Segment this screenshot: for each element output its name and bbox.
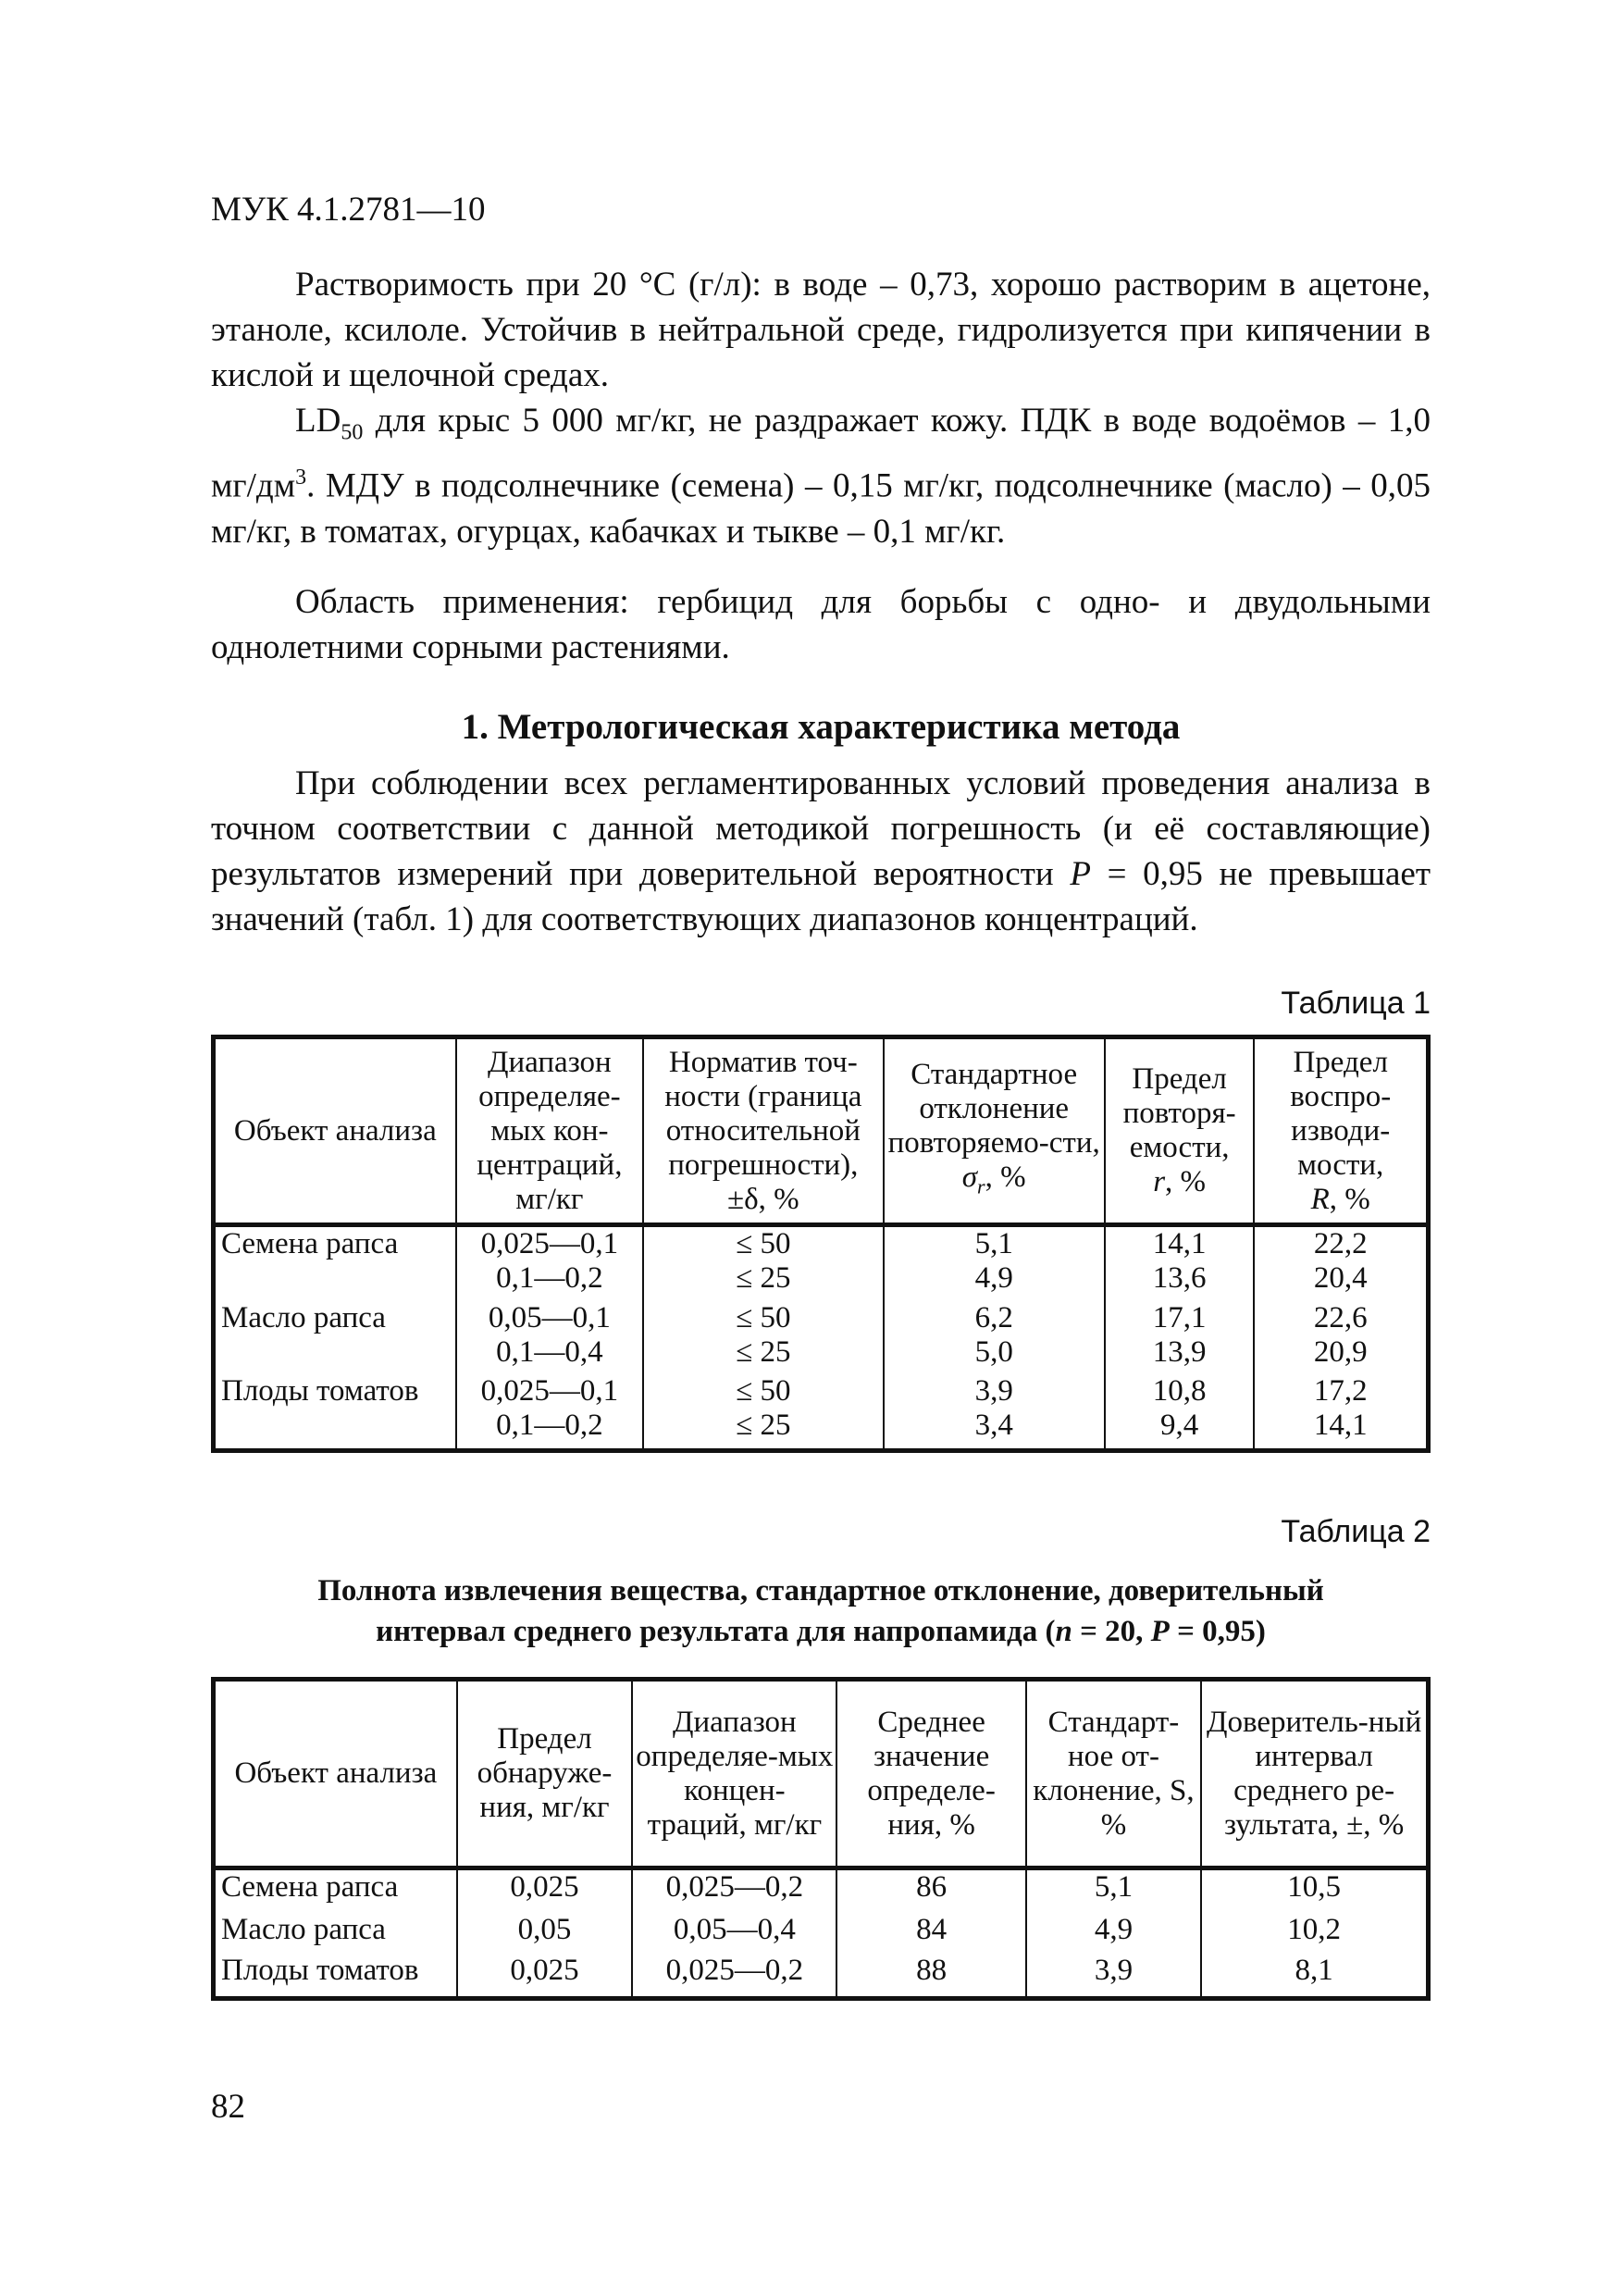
table1-header-std — [884, 1037, 1105, 1225]
table2-cell-std: 5,1 — [1026, 1868, 1201, 1913]
table2-header-std: Стандарт-ное от-клонение, S, % — [1026, 1680, 1201, 1868]
table2-cell-range: 0,05—0,4 — [632, 1913, 836, 1955]
table1-header-repeat — [1105, 1037, 1255, 1225]
table1-header-reprod — [1254, 1037, 1428, 1225]
table2-cell-mean: 84 — [836, 1913, 1025, 1955]
table1-value: 5,1 — [974, 1227, 1013, 1260]
table1-value: 0,025—0,1 — [480, 1227, 619, 1260]
table2-cell-range: 0,025—0,2 — [632, 1868, 836, 1913]
table1-cell-range — [456, 1374, 643, 1450]
table2-cell-mean: 86 — [836, 1868, 1025, 1913]
table1-header-std-symbol: σ — [961, 1160, 978, 1195]
table2-cell-interval: 8,1 — [1201, 1954, 1428, 1998]
table1-value: ≤ 50 — [736, 1374, 791, 1409]
table1-value: 3,9 — [974, 1374, 1013, 1409]
table1-cell-reprod — [1254, 1225, 1428, 1301]
table2-cell-detection: 0,05 — [457, 1913, 633, 1955]
metrology-paragraph — [211, 761, 1431, 942]
table2-cell-std: 3,9 — [1026, 1954, 1201, 1998]
table1-cell-accuracy — [643, 1374, 883, 1450]
table1-header-repeat-text: Предел повторя-емости, — [1122, 1062, 1236, 1164]
table2-caption: Таблица 2 — [1281, 1514, 1431, 1549]
table1-value: ≤ 50 — [736, 1227, 791, 1260]
table2-title-text: интервал среднего результата для напропамида ( — [376, 1615, 1056, 1648]
table1-cell-accuracy — [643, 1301, 883, 1375]
table1-value: 22,6 — [1313, 1300, 1368, 1334]
table1-value: 13,6 — [1152, 1261, 1207, 1295]
table2-header-row — [214, 1680, 1429, 1868]
table2-cell-object: Масло рапса — [214, 1913, 457, 1955]
table2 — [211, 1677, 1431, 2001]
table1-value: 0,1—0,2 — [496, 1409, 603, 1443]
table1 — [211, 1035, 1431, 1453]
table2-title-line1: Полнота извлечения вещества, стандартное отклонение, доверительный — [317, 1574, 1324, 1607]
table2-cell-mean: 88 — [836, 1954, 1025, 1998]
table1-cell-object: Масло рапса — [214, 1301, 456, 1375]
table2-cell-interval: 10,5 — [1201, 1868, 1428, 1913]
table1-caption: Таблица 1 — [1281, 986, 1431, 1021]
table1-value: 0,025—0,1 — [480, 1374, 619, 1409]
table2-cell-detection: 0,025 — [457, 1954, 633, 1998]
metrology-text — [211, 761, 1431, 942]
table1-cell-repeat — [1105, 1301, 1255, 1375]
table1-cell-reprod — [1254, 1301, 1428, 1375]
table1-cell-repeat — [1105, 1225, 1255, 1301]
table2-title — [211, 1570, 1431, 1652]
table2-header-interval: Доверитель-ный интервал среднего ре-зультата, ±, % — [1201, 1680, 1428, 1868]
table1-cell-std — [884, 1301, 1105, 1375]
table2-title-p-symbol: P — [1150, 1615, 1170, 1648]
table1-cell-object: Плоды томатов — [214, 1374, 456, 1450]
table2-cell-std: 4,9 — [1026, 1913, 1201, 1955]
table1-value: ≤ 25 — [736, 1409, 791, 1443]
toxicity-ld: LD — [295, 402, 341, 440]
metrology-text-post: = 0,95 не превышает значений (табл. 1) для соответствующих диапазонов концентраций. — [211, 855, 1431, 938]
table1-cell-std — [884, 1374, 1105, 1450]
table1-value: ≤ 50 — [736, 1300, 791, 1334]
table2-cell-detection: 0,025 — [457, 1868, 633, 1913]
table1-value: 10,8 — [1152, 1374, 1207, 1409]
table1-value: 14,1 — [1313, 1409, 1368, 1443]
table2-header-mean: Среднее значение определе-ния, % — [836, 1680, 1025, 1868]
table1-cell-accuracy — [643, 1225, 883, 1301]
table1-value: 3,4 — [974, 1409, 1013, 1443]
table2-cell-range: 0,025—0,2 — [632, 1954, 836, 1998]
table1-cell-repeat — [1105, 1374, 1255, 1450]
table1-row-group — [214, 1301, 1429, 1375]
table1-value: ≤ 25 — [736, 1334, 791, 1369]
solubility-paragraph — [211, 262, 1431, 398]
table1-value: 5,0 — [974, 1334, 1013, 1369]
table1-value: 14,1 — [1152, 1227, 1207, 1260]
table1-value: 20,4 — [1313, 1261, 1368, 1295]
table1-row-group — [214, 1374, 1429, 1450]
table2-header-detection: Предел обнаруже-ния, мг/кг — [457, 1680, 633, 1868]
table1-header-range: Диапазон определяе-мых кон-центраций, мг/кг — [456, 1037, 643, 1225]
toxicity-ld-subscript: 50 — [341, 420, 364, 445]
table1-header-repeat-symbol: r — [1153, 1165, 1166, 1198]
toxicity-text — [211, 398, 1431, 554]
table1-value: 17,2 — [1313, 1374, 1368, 1409]
document-code: МУК 4.1.2781—10 — [211, 191, 486, 229]
table1-value: 0,05—0,1 — [488, 1300, 611, 1334]
table1-value: 0,1—0,4 — [496, 1334, 603, 1369]
toxicity-paragraph — [211, 398, 1431, 554]
table1-value: 9,4 — [1160, 1409, 1199, 1443]
table1-header-reprod-symbol: R — [1310, 1182, 1330, 1216]
metrology-p-symbol: P — [1070, 855, 1091, 893]
table2-cell-object: Плоды томатов — [214, 1954, 457, 1998]
table2-title-n-symbol: n — [1055, 1615, 1072, 1648]
table2-cell-object: Семена рапса — [214, 1868, 457, 1913]
application-paragraph — [211, 579, 1431, 670]
table2-title-line2 — [376, 1615, 1266, 1648]
toxicity-superscript: 3 — [295, 465, 307, 490]
table1-cell-object: Семена рапса — [214, 1225, 456, 1301]
table2-header-range: Диапазон определяе-мых концен-траций, мг/кг — [632, 1680, 836, 1868]
table1-cell-reprod — [1254, 1374, 1428, 1450]
table1-header-reprod-text: Предел воспро-изводи-мости, — [1290, 1045, 1392, 1182]
table2-title-text: = 20, — [1072, 1615, 1151, 1648]
application-text: Область применения: гербицид для борьбы с одно- и двудольными однолетними сорными растениями. — [211, 583, 1431, 666]
table1-header-reprod-unit: , % — [1329, 1182, 1370, 1216]
page-number: 82 — [211, 2088, 245, 2126]
table1-cell-std — [884, 1225, 1105, 1301]
table1-header-object: Объект анализа — [214, 1037, 456, 1225]
table1-value: 17,1 — [1152, 1300, 1207, 1334]
solubility-text: Растворимость при 20 °С (г/л): в воде – 0,73, хорошо растворим в ацетоне, этаноле, ксилоле. Устойчив в нейтральной среде, гидролизуется при кипячении в кислой и щелочной средах. — [211, 266, 1431, 394]
table2-row — [214, 1954, 1429, 1998]
table1-value: 13,9 — [1152, 1334, 1207, 1369]
table1-header-accuracy: Норматив точ-ности (граница относительной погрешности), ±δ, % — [643, 1037, 883, 1225]
table1-row-group — [214, 1225, 1429, 1301]
table1-cell-range — [456, 1301, 643, 1375]
toxicity-mid: для крыс 5 000 мг/кг, не раздражает кожу. ПДК в воде водоёмов – 1,0 мг/дм — [211, 402, 1431, 505]
table1-header-repeat-unit: , % — [1165, 1165, 1207, 1198]
table1-header-std-unit: , % — [985, 1160, 1026, 1195]
section-title: 1. Метрологическая характеристика метода — [461, 707, 1181, 747]
table1-cell-range — [456, 1225, 643, 1301]
toxicity-post: . МДУ в подсолнечнике (семена) – 0,15 мг/кг, подсолнечнике (масло) – 0,05 мг/кг, в томатах, огурцах, кабачках и тыкве – 0,1 мг/кг. — [211, 466, 1431, 551]
table2-title-text: = 0,95) — [1169, 1615, 1266, 1648]
table1-value: 20,9 — [1313, 1334, 1368, 1369]
table2-row — [214, 1913, 1429, 1955]
table2-header-object: Объект анализа — [214, 1680, 457, 1868]
metrology-text-pre: При соблюдении всех регламентированных условий проведения анализа в точном соответствии с данной методикой погрешность (и её составляющие) результатов измерений при доверительной вероятности — [211, 764, 1431, 893]
table1-value: 0,1—0,2 — [496, 1261, 603, 1295]
table1-value: ≤ 25 — [736, 1261, 791, 1295]
table1-header-std-subscript: r — [977, 1174, 985, 1198]
table1-header-row — [214, 1037, 1429, 1225]
table1-header-std-text: Стандартное отклонение повторяемо-сти, — [887, 1058, 1100, 1160]
table1-value: 6,2 — [974, 1300, 1013, 1334]
table1-value: 22,2 — [1313, 1227, 1368, 1260]
table2-row — [214, 1868, 1429, 1913]
table1-value: 4,9 — [974, 1261, 1013, 1295]
table2-cell-interval: 10,2 — [1201, 1913, 1428, 1955]
